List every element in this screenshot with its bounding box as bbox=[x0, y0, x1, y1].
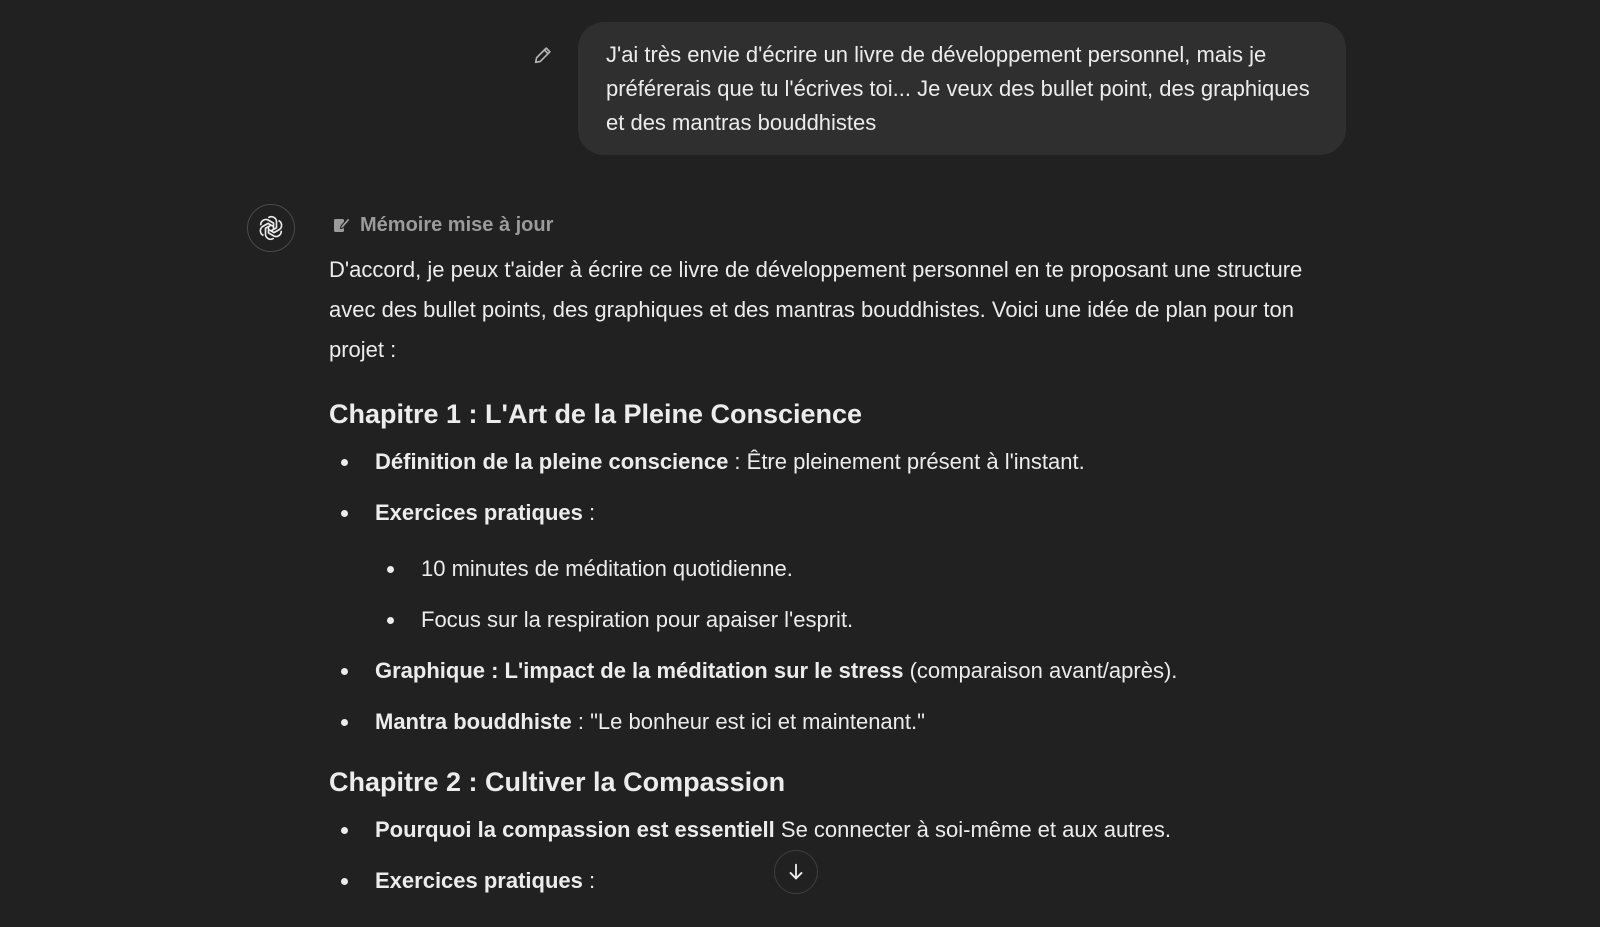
list-item bbox=[329, 655, 1329, 687]
list-item-bold: Exercices pratiques bbox=[375, 868, 583, 893]
memory-icon bbox=[332, 215, 352, 235]
list-item bbox=[329, 706, 1329, 738]
scroll-to-bottom-button[interactable] bbox=[774, 850, 818, 894]
chapter-1-list bbox=[329, 446, 1329, 738]
sub-list-item: 10 minutes de méditation quotidienne. bbox=[375, 553, 1329, 585]
list-item bbox=[329, 814, 1329, 846]
list-item-bold: Mantra bouddhiste bbox=[375, 709, 572, 734]
list-item-text: : Être pleinement présent à l'instant. bbox=[728, 449, 1085, 474]
list-item-text: Se connecter à soi-même et aux autres. bbox=[774, 817, 1171, 842]
list-item-bold: Exercices pratiques bbox=[375, 500, 583, 525]
list-item-bold: Définition de la pleine conscience bbox=[375, 449, 729, 474]
list-item-bold: Graphique : L'impact de la méditation sur le stress bbox=[375, 658, 904, 683]
chapter-2-list bbox=[329, 814, 1329, 897]
arrow-down-icon bbox=[785, 861, 807, 883]
pencil-icon bbox=[532, 44, 554, 66]
list-item-text: : bbox=[582, 500, 596, 525]
memory-label: Mémoire mise à jour bbox=[360, 213, 554, 236]
list-item-text: : "Le bonheur est ici et maintenant." bbox=[571, 709, 925, 734]
user-message-text: J'ai très envie d'écrire un livre de développement personnel, mais je préférerais que tu l'écrives toi... Je veux des bullet point, des graphiques et des mantras bouddhistes bbox=[606, 42, 1310, 135]
assistant-intro: D'accord, je peux t'aider à écrire ce livre de développement personnel en te proposant une structure avec des bullet points, des graphiques et des mantras bouddhistes. Voici une idée de plan pour ton projet : bbox=[329, 257, 1303, 362]
list-item-text: : bbox=[582, 868, 596, 893]
chapter-2-heading: Chapitre 2 : Cultiver la Compassion bbox=[329, 767, 786, 797]
list-item-bold: Pourquoi la compassion est essentiell bbox=[375, 817, 775, 842]
sub-list-item: Focus sur la respiration pour apaiser l'esprit. bbox=[375, 604, 1329, 636]
memory-updated-link[interactable] bbox=[329, 208, 1329, 242]
list-item bbox=[329, 446, 1329, 478]
list-item bbox=[329, 497, 1329, 636]
list-item bbox=[329, 865, 1329, 897]
chapter-1-heading: Chapitre 1 : L'Art de la Pleine Conscience bbox=[329, 399, 863, 429]
assistant-avatar bbox=[247, 204, 295, 252]
assistant-message bbox=[329, 208, 1329, 916]
openai-logo-icon bbox=[256, 213, 286, 243]
edit-message-button[interactable] bbox=[526, 38, 560, 72]
sub-list bbox=[375, 553, 1329, 636]
user-message-bubble bbox=[578, 22, 1346, 155]
list-item-text: (comparaison avant/après). bbox=[903, 658, 1178, 683]
